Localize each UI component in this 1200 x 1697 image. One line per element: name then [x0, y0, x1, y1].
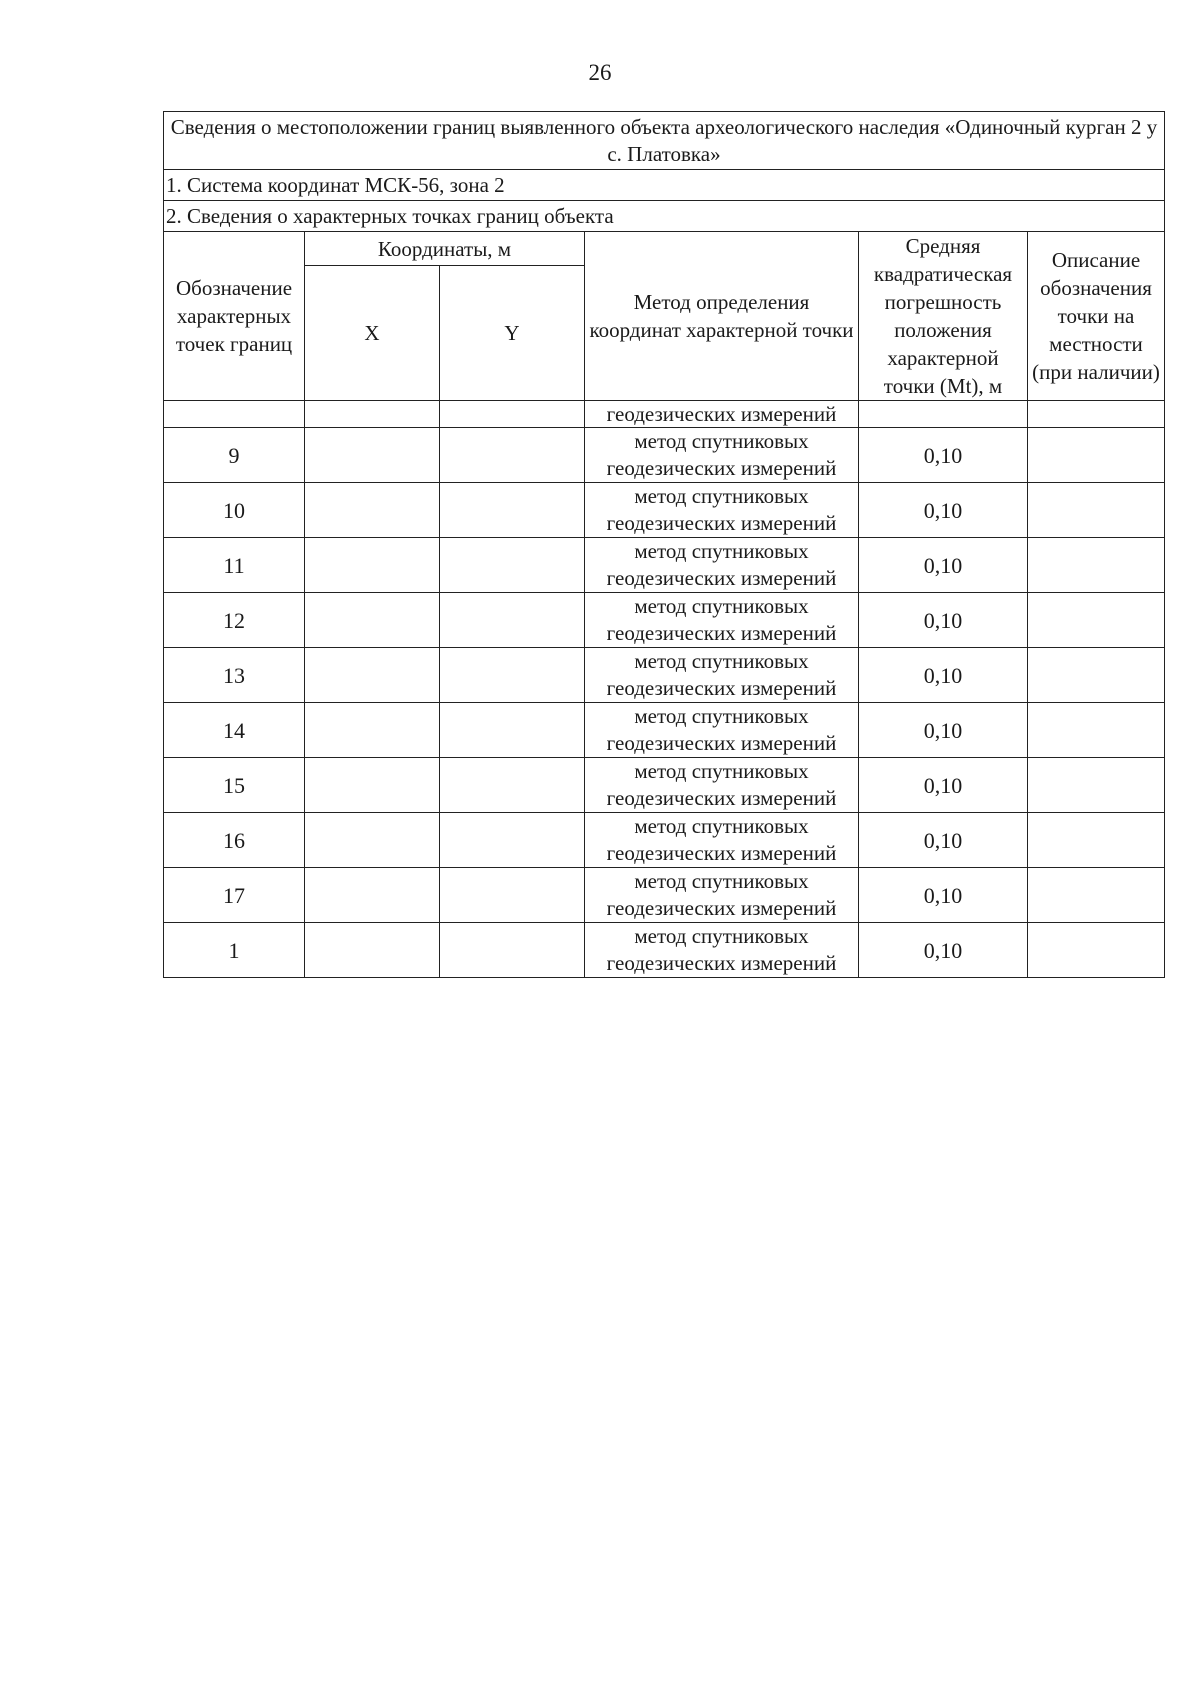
cell-method: геодезических измерений [585, 401, 859, 428]
table-row [164, 868, 1165, 923]
cell-point: 11 [164, 538, 305, 593]
cell-y [440, 483, 585, 538]
cell-x [305, 923, 440, 978]
table-row [164, 593, 1165, 648]
table-row [164, 538, 1165, 593]
cell-description [1028, 703, 1165, 758]
cell-point: 13 [164, 648, 305, 703]
cell-y [440, 401, 585, 428]
cell-y [440, 428, 585, 483]
cell-error: 0,10 [859, 813, 1028, 868]
cell-method: метод спутниковых геодезических измерений [585, 703, 859, 758]
section-boundary-points: 2. Сведения о характерных точках границ объекта [164, 201, 1165, 232]
cell-point: 14 [164, 703, 305, 758]
cell-description [1028, 648, 1165, 703]
cell-x [305, 648, 440, 703]
cell-error [859, 401, 1028, 428]
cell-point [164, 401, 305, 428]
cell-point: 10 [164, 483, 305, 538]
header-coordinates: Координаты, м [305, 232, 585, 266]
cell-error: 0,10 [859, 703, 1028, 758]
cell-y [440, 703, 585, 758]
table-row [164, 758, 1165, 813]
cell-description [1028, 758, 1165, 813]
header-point-designation: Обозначение характерных точек границ [164, 232, 305, 401]
cell-error: 0,10 [859, 483, 1028, 538]
cell-method: метод спутниковых геодезических измерений [585, 758, 859, 813]
cell-point: 1 [164, 923, 305, 978]
table-row-continuation [164, 401, 1165, 428]
cell-x [305, 813, 440, 868]
cell-method: метод спутниковых геодезических измерений [585, 868, 859, 923]
cell-point: 12 [164, 593, 305, 648]
cell-x [305, 483, 440, 538]
cell-description [1028, 593, 1165, 648]
cell-point: 16 [164, 813, 305, 868]
cell-x [305, 868, 440, 923]
cell-description [1028, 868, 1165, 923]
table-row [164, 648, 1165, 703]
header-y: Y [440, 266, 585, 401]
cell-y [440, 538, 585, 593]
cell-description [1028, 538, 1165, 593]
cell-error: 0,10 [859, 593, 1028, 648]
table-title: Сведения о местоположении границ выявленного объекта археологического наследия «Одиночный курган 2 у с. Платовка» [164, 112, 1165, 170]
header-x: X [305, 266, 440, 401]
table-row [164, 428, 1165, 483]
cell-x [305, 428, 440, 483]
cell-error: 0,10 [859, 648, 1028, 703]
cell-x [305, 538, 440, 593]
cell-description [1028, 401, 1165, 428]
cell-y [440, 813, 585, 868]
cell-description [1028, 483, 1165, 538]
cell-point: 9 [164, 428, 305, 483]
section-coordinate-system: 1. Система координат МСК-56, зона 2 [164, 170, 1165, 201]
cell-error: 0,10 [859, 923, 1028, 978]
cell-method: метод спутниковых геодезических измерений [585, 923, 859, 978]
cell-description [1028, 428, 1165, 483]
cell-error: 0,10 [859, 868, 1028, 923]
cell-method: метод спутниковых геодезических измерений [585, 538, 859, 593]
cell-x [305, 593, 440, 648]
cell-y [440, 868, 585, 923]
table-row [164, 483, 1165, 538]
cell-y [440, 923, 585, 978]
cell-y [440, 648, 585, 703]
cell-point: 17 [164, 868, 305, 923]
cell-method: метод спутниковых геодезических измерений [585, 483, 859, 538]
cell-y [440, 593, 585, 648]
boundary-points-table [163, 111, 1165, 978]
cell-x [305, 703, 440, 758]
cell-y [440, 758, 585, 813]
cell-point: 15 [164, 758, 305, 813]
header-description: Описание обозначения точки на местности (при наличии) [1028, 232, 1165, 401]
cell-error: 0,10 [859, 428, 1028, 483]
header-mean-error: Средняя квадратическая погрешность положения характерной точки (Mt), м [859, 232, 1028, 401]
page-number: 26 [588, 60, 612, 85]
cell-description [1028, 813, 1165, 868]
cell-x [305, 401, 440, 428]
cell-x [305, 758, 440, 813]
cell-error: 0,10 [859, 538, 1028, 593]
cell-method: метод спутниковых геодезических измерений [585, 593, 859, 648]
table-row [164, 813, 1165, 868]
header-method: Метод определения координат характерной точки [585, 232, 859, 401]
table-row [164, 923, 1165, 978]
cell-method: метод спутниковых геодезических измерений [585, 428, 859, 483]
cell-method: метод спутниковых геодезических измерений [585, 648, 859, 703]
cell-description [1028, 923, 1165, 978]
table-row [164, 703, 1165, 758]
cell-method: метод спутниковых геодезических измерений [585, 813, 859, 868]
cell-error: 0,10 [859, 758, 1028, 813]
